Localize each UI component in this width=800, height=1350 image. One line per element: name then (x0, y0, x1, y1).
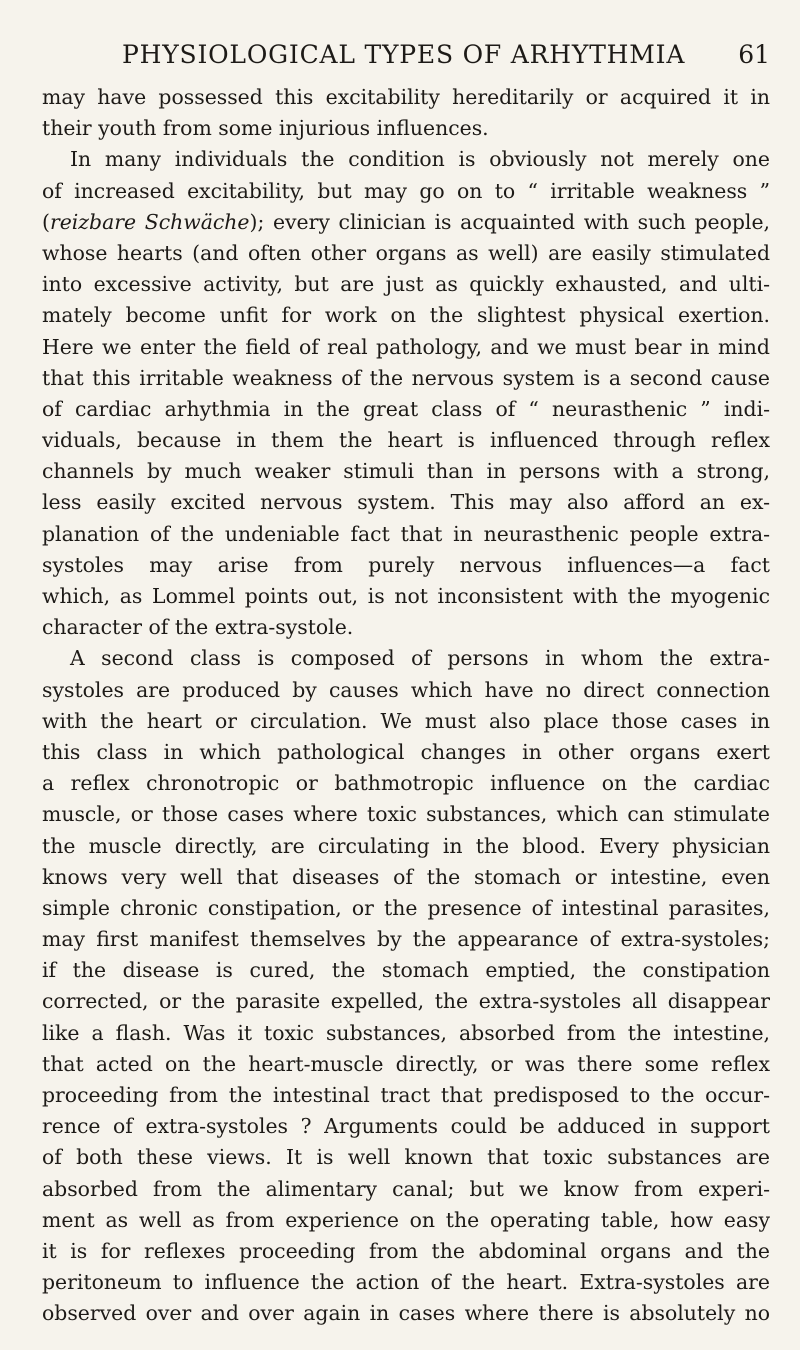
text-line (42, 207, 770, 238)
text-line: corrected, or the parasite expelled, the extra-systoles all disappear (42, 989, 770, 1014)
text-line: systoles are produced by causes which have no direct connection (42, 677, 770, 702)
body-text (42, 82, 770, 1330)
text-line: planation of the undeniable fact that in neurasthenic people extra- (42, 521, 770, 546)
text-line: that acted on the heart-muscle directly, or was there some reflex (42, 1051, 770, 1076)
text-line: their youth from some injurious influences. (42, 116, 489, 141)
text-line: the muscle directly, are circulating in the blood. Every physician (42, 833, 770, 858)
text-line: viduals, because in them the heart is influenced through reflex (42, 428, 770, 453)
text-line: knows very well that diseases of the stomach or intestine, even (42, 864, 770, 889)
text-line: of cardiac arhythmia in the great class of “ neurasthenic ” indi- (42, 396, 770, 421)
running-head (40, 40, 770, 70)
italic-term-line: (reizbare Schwäche); every clinician is acquainted with such people, (42, 209, 770, 234)
text-line: proceeding from the intestinal tract that predisposed to the occur- (42, 1083, 770, 1107)
text-line: simple chronic constipation, or the presence of intestinal parasites, (42, 895, 770, 920)
text-line: this class in which pathological changes in other organs exert (42, 739, 770, 764)
italic-term: reizbare Schwäche (49, 209, 250, 234)
text-line: absorbed from the alimentary canal; but we know from experi- (42, 1176, 770, 1201)
text-line: may have possessed this excitability hereditarily or acquired it in (42, 85, 770, 109)
text-line: a reflex chronotropic or bathmotropic influence on the cardiac (42, 771, 770, 796)
text-line: may first manifest themselves by the appearance of extra-systoles; (42, 927, 770, 952)
text-line: character of the extra-systole. (42, 615, 354, 640)
text-line: peritoneum to influence the action of the heart. Extra-systoles are (42, 1270, 770, 1295)
running-title: PHYSIOLOGICAL TYPES OF ARHYTHMIA (122, 40, 686, 69)
text-line: ment as well as from experience on the operating table, how easy (42, 1207, 770, 1232)
page-number: 61 (738, 40, 770, 69)
text-line: systoles may arise from purely nervous influences—a fact (42, 552, 770, 577)
text-line: of both these views. It is well known that toxic substances are (42, 1145, 770, 1170)
text-line: whose hearts (and often other organs as well) are easily stimulated (42, 240, 770, 265)
text-line: if the disease is cured, the stomach emptied, the constipation (42, 958, 770, 983)
text-line: it is for reflexes proceeding from the abdominal organs and the (42, 1238, 770, 1263)
text-line: observed over and over again in cases where there is absolutely no (42, 1301, 770, 1326)
text-line: A second class is composed of persons in whom the extra- (70, 646, 770, 671)
text-line: less easily excited nervous system. This may also afford an ex- (42, 490, 770, 515)
text-line: channels by much weaker stimuli than in persons with a strong, (42, 459, 770, 484)
text-line: which, as Lommel points out, is not inconsistent with the myogenic (42, 584, 770, 608)
text-line: mately become unfit for work on the slightest physical exertion. (42, 303, 770, 328)
text-line: Here we enter the field of real pathology, and we must bear in mind (42, 334, 770, 359)
text-line: into excessive activity, but are just as quickly exhausted, and ulti- (42, 272, 770, 297)
text-line: muscle, or those cases where toxic substances, which can stimulate (42, 802, 770, 827)
text-line: rence of extra-systoles ? Arguments could be adduced in support (42, 1114, 770, 1139)
text-line: like a flash. Was it toxic substances, absorbed from the intestine, (42, 1020, 770, 1045)
text-line: In many individuals the condition is obviously not merely one (70, 147, 770, 172)
text-line: that this irritable weakness of the nervous system is a second cause (42, 365, 770, 390)
text-line: with the heart or circulation. We must also place those cases in (42, 708, 770, 733)
text-line: of increased excitability, but may go on to “ irritable weakness ” (42, 178, 770, 203)
